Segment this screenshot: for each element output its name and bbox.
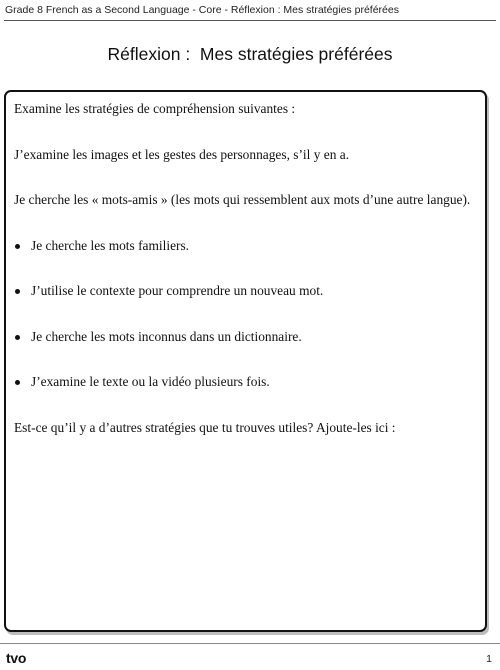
list-item — [14, 374, 475, 391]
list-item — [14, 329, 475, 346]
strategy-paragraph-images: J’examine les images et les gestes des personnages, s’il y en a. — [14, 146, 350, 162]
list-item — [14, 238, 475, 255]
intro-text: Examine les stratégies de compréhension suivantes : — [14, 101, 296, 116]
list-item-text: J’utilise le contexte pour comprendre un nouveau mot. — [31, 283, 324, 298]
header-divider — [4, 20, 496, 21]
page-title: Réflexion : Mes stratégies préférées — [107, 44, 393, 64]
list-item — [14, 283, 475, 300]
panel-content — [14, 101, 475, 465]
running-header: Grade 8 French as a Second Language - Core - Réflexion : Mes stratégies préférées — [5, 4, 399, 16]
list-item-text: J’examine le texte ou la vidéo plusieurs fois. — [31, 374, 270, 389]
list-item-text: Je cherche les mots inconnus dans un dictionnaire. — [31, 328, 302, 344]
bullet-icon — [15, 380, 20, 385]
list-item-text: Je cherche les mots familiers. — [31, 237, 190, 253]
reflection-panel — [4, 90, 487, 632]
bullet-icon — [15, 289, 20, 294]
page-number: 1 — [486, 653, 492, 665]
strategy-list — [14, 238, 475, 391]
reflection-prompt: Est-ce qu’il y a d’autres stratégies que tu trouves utiles? Ajoute-les ici : — [14, 419, 396, 435]
bullet-icon — [15, 335, 20, 340]
strategy-paragraph-mots-amis: Je cherche les « mots-amis » (les mots qui ressemblent aux mots d’une autre langue). — [14, 192, 471, 207]
footer-divider — [0, 643, 500, 644]
bullet-icon — [15, 244, 20, 249]
tvo-logo: tvo — [6, 650, 27, 666]
